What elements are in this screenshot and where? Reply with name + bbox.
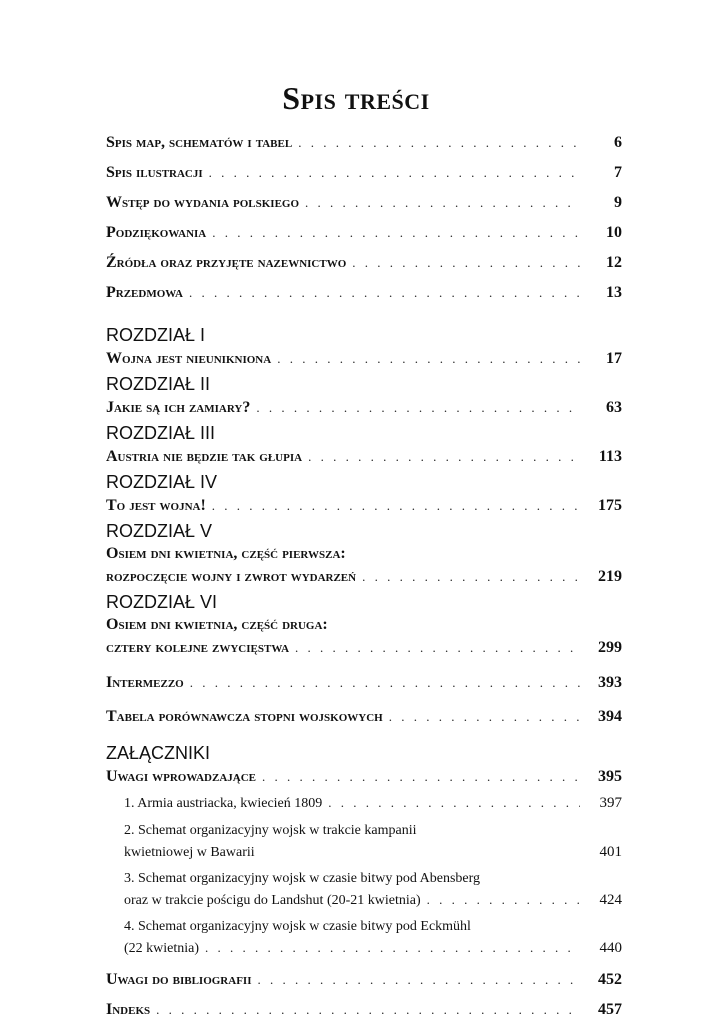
toc-entry-indeks[interactable]	[106, 995, 622, 1025]
dot-leader	[308, 445, 580, 469]
dot-leader	[212, 494, 580, 518]
dot-leader	[189, 278, 580, 308]
toc-entry-label: Spis ilustracji	[106, 164, 203, 181]
toc-entry-label: Uwagi wprowadzające	[106, 768, 257, 785]
toc-entry-tabela[interactable]	[106, 702, 622, 732]
toc-entry-spis-map[interactable]	[106, 128, 622, 158]
toc-entry-label: kwietniowej w Bawarii	[124, 845, 255, 860]
dot-leader	[427, 889, 580, 911]
toc-page-number: 219	[598, 568, 622, 585]
toc-page-number: 395	[598, 768, 622, 785]
toc-entry-przedmowa[interactable]	[106, 278, 622, 308]
spacer	[106, 732, 622, 740]
toc-page-number: 12	[606, 254, 622, 271]
dot-leader	[328, 789, 580, 817]
dot-leader	[209, 158, 580, 188]
toc-entry-intermezzo[interactable]	[106, 668, 622, 698]
toc-entry-spis-ilustracji[interactable]	[106, 158, 622, 188]
toc-entry-title-line: 3. Schemat organizacyjny wojsk w czasie bitwy pod Abensberg	[124, 871, 481, 886]
chapter-heading: ROZDZIAŁ IV	[106, 472, 218, 492]
toc-entry-label: Spis map, schematów i tabel	[106, 134, 293, 151]
toc-page-number: 13	[606, 284, 622, 301]
toc-page-number: 299	[598, 639, 622, 656]
toc-entry-label: Tabela porównawcza stopni wojskowych	[106, 708, 383, 725]
dot-leader	[352, 248, 580, 278]
toc-page-number: 397	[599, 795, 622, 811]
toc-entry-label: Wojna jest nieunikniona	[106, 350, 272, 367]
toc-page-number: 63	[606, 399, 622, 416]
toc-entry-chapter-1[interactable]	[106, 347, 622, 371]
chapter-heading: ROZDZIAŁ III	[106, 423, 216, 443]
toc-page-number: 6	[614, 134, 622, 151]
toc-entry-label: Źródła oraz przyjęte nazewnictwo	[106, 254, 347, 271]
toc-entry-label: 1. Armia austriacka, kwiecień 1809	[124, 796, 323, 811]
dot-leader	[156, 995, 580, 1025]
toc-page-number: 393	[598, 674, 622, 691]
toc-entry-appendix-1[interactable]	[106, 789, 622, 817]
dot-leader	[277, 347, 580, 371]
dot-leader	[305, 188, 580, 218]
toc-entry-title-line: Osiem dni kwietnia, część pierwsza:	[106, 545, 346, 562]
chapter-heading: ROZDZIAŁ II	[106, 374, 211, 394]
toc-page-number: 10	[606, 224, 622, 241]
chapter-heading: ROZDZIAŁ I	[106, 325, 206, 345]
toc-entry-title-line: Osiem dni kwietnia, część druga:	[106, 616, 328, 633]
toc-entry-label: Austria nie będzie tak głupia	[106, 448, 303, 465]
toc-entry-label: Indeks	[106, 1001, 151, 1018]
toc-entry-label: (22 kwietnia)	[124, 941, 200, 956]
table-of-contents	[106, 128, 622, 1025]
toc-entry-label: rozpoczęcie wojny i zwrot wydarzeń	[106, 568, 357, 585]
toc-page-number: 401	[599, 844, 622, 860]
spacer	[106, 660, 622, 668]
toc-entry-zrodla[interactable]	[106, 248, 622, 278]
toc-entry-uwagi-bibliografia[interactable]	[106, 965, 622, 995]
toc-page-number: 440	[599, 940, 622, 956]
dot-leader	[212, 218, 580, 248]
toc-page-number: 424	[599, 892, 622, 908]
toc-page-number: 457	[598, 1001, 622, 1018]
toc-entry-chapter-5[interactable]	[106, 565, 622, 589]
toc-page-number: 452	[598, 971, 622, 988]
toc-entry-label: cztery kolejne zwycięstwa	[106, 639, 290, 656]
toc-page-number: 17	[606, 350, 622, 367]
dot-leader	[190, 668, 580, 698]
toc-entry-label: Podziękowania	[106, 224, 207, 241]
toc-page-number: 9	[614, 194, 622, 211]
toc-page-number: 394	[598, 708, 622, 725]
toc-page-number: 175	[598, 497, 622, 514]
dot-leader	[256, 396, 580, 420]
toc-entry-title-line: 2. Schemat organizacyjny wojsk w trakcie kampanii	[124, 823, 417, 838]
toc-entry-chapter-6[interactable]	[106, 636, 622, 660]
dot-leader	[257, 965, 580, 995]
dot-leader	[389, 702, 580, 732]
toc-entry-label: Wstęp do wydania polskiego	[106, 194, 300, 211]
dot-leader	[262, 765, 580, 789]
dot-leader	[298, 128, 580, 158]
toc-entry-label: Przedmowa	[106, 284, 183, 301]
toc-entry-wstep[interactable]	[106, 188, 622, 218]
toc-entry-chapter-2[interactable]	[106, 396, 622, 420]
toc-entry-label: Uwagi do bibliografii	[106, 971, 252, 988]
page-title: Spis treści	[282, 80, 430, 116]
toc-entry-label: To jest wojna!	[106, 497, 206, 514]
toc-entry-title-line: 4. Schemat organizacyjny wojsk w czasie bitwy pod Eckmühl	[124, 919, 471, 934]
toc-page-number: 113	[598, 448, 622, 465]
dot-leader	[295, 636, 580, 660]
toc-entry-label: Jakie są ich zamiary?	[106, 399, 251, 416]
toc-entry-appendix-4[interactable]	[106, 937, 622, 959]
dot-leader	[362, 565, 580, 589]
toc-entry-chapter-4[interactable]	[106, 494, 622, 518]
toc-entry-appendix-2[interactable]	[106, 841, 622, 863]
toc-entry-uwagi-wprowadzajace[interactable]	[106, 765, 622, 789]
toc-entry-podziekowania[interactable]	[106, 218, 622, 248]
toc-entry-appendix-3[interactable]	[106, 889, 622, 911]
toc-entry-label: oraz w trakcie pościgu do Landshut (20-21 kwietnia)	[124, 893, 421, 908]
appendices-heading: ZAŁĄCZNIKI	[106, 743, 211, 763]
toc-page-number: 7	[614, 164, 622, 181]
chapter-heading: ROZDZIAŁ VI	[106, 592, 218, 612]
toc-entry-chapter-3[interactable]	[106, 445, 622, 469]
dot-leader	[205, 937, 580, 959]
spacer	[106, 308, 622, 322]
chapter-heading: ROZDZIAŁ V	[106, 521, 213, 541]
toc-entry-label: Intermezzo	[106, 674, 184, 691]
